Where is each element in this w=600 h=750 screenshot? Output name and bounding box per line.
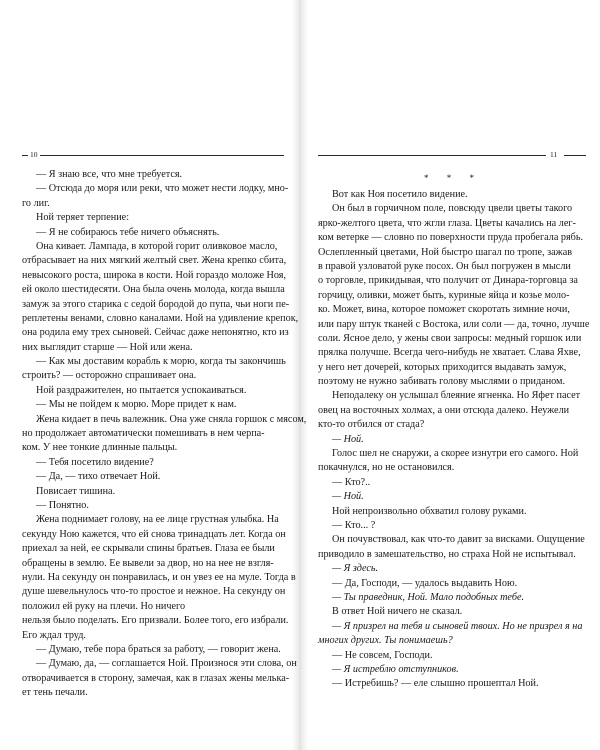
text-line: Ной теряет терпение:: [36, 212, 130, 224]
text-line: она родила ему трех сыновей. Сейчас даже непонятно, кто из: [22, 327, 289, 339]
text-line: Повисает тишина.: [36, 485, 116, 497]
text-line: — Кто?..: [332, 476, 371, 488]
text-line: — Не совсем, Господи.: [332, 649, 433, 661]
text-line: покачнулся, но не остановился.: [318, 462, 455, 474]
text-line: нули. На секунду он понравилась, и он увез ее на муле. Тогда в: [22, 571, 296, 583]
text-line: — Отсюда до моря или реки, что может нести лодку, мно-: [36, 183, 289, 195]
text-line: Неподалеку он услышал блеяние ягненка. Но Яфет пасет: [332, 390, 581, 402]
text-line: или пару штук тканей с Востока, или соли — да, точно, лучше: [318, 318, 590, 330]
text-line: замуж за этого старика с седой бородой до пупа, чьи ноги пе-: [22, 298, 290, 310]
text-line: Жена поднимает голову, на ее лице грустная улыбка. На: [36, 514, 279, 526]
text-line: Ослепленный цветами, Ной быстро шагал по тропе, зажав: [318, 246, 573, 258]
text-line: ко. Может, вина, которое поможет скоротать зимние ночи,: [318, 304, 570, 316]
text-line: многих других. Ты понимаешь?: [318, 635, 453, 647]
text-line: Ной непроизвольно обхватил голову руками.: [332, 505, 527, 517]
text-line: реплетены венами, словно каналами. Ной на удивление крепок,: [22, 312, 299, 324]
text-line: ком. У нее тонкие длинные пальцы.: [22, 442, 178, 454]
text-line: — Да, Господи, — удалось выдавить Ною.: [332, 577, 518, 589]
text-line: в правой узловатой руке посох. Он был погружен в мысли: [318, 260, 571, 272]
text-line: — Понятно.: [36, 499, 89, 511]
text-line: — Я истреблю отступников.: [332, 663, 459, 675]
page-number: 11: [550, 150, 558, 159]
text-line: Его ждал труд.: [22, 629, 86, 641]
text-line: горчицу, оливки, может быть, куриные яйца и козье моло-: [318, 289, 570, 301]
text-line: — Я призрел на тебя и сыновей твоих. Но не призрел я на: [332, 620, 583, 632]
text-line: овец на восточных холмах, а они отсюда далеко. Неужели: [318, 404, 570, 416]
right-page-header: [318, 149, 586, 161]
section-break: * * *: [424, 173, 482, 183]
right-page-body: [318, 188, 588, 692]
text-line: кто-то отбился от стада?: [318, 419, 425, 431]
text-line: — Как мы доставим корабль к морю, когда ты закончишь: [36, 356, 286, 368]
text-line: ей около шестидесяти. Она была очень молода, когда вышла: [22, 284, 285, 296]
text-line: Он почувствовал, как что-то давит за висками. Ощущение: [332, 534, 585, 546]
text-line: — Ной.: [332, 433, 364, 445]
text-line: Жена кидает в печь валежник. Она уже сняла горшок с мясом,: [36, 413, 307, 425]
text-line: отбрасывает на них мягкий желтый свет. Жена крепко сбита,: [22, 255, 287, 267]
text-line: отворачивается в сторону, замечая, как в глазах жены мелька-: [22, 672, 290, 684]
text-line: нельзя было поделать. Его призвали. Более того, его избрали.: [22, 615, 289, 627]
text-line: невысокого роста, широка в кости. Ной гораздо моложе Ноя,: [22, 269, 287, 281]
text-line: строить? — осторожно спрашивает она.: [22, 370, 197, 382]
text-line: них выглядит старше — Ной или жена.: [22, 341, 193, 353]
text-line: ком ветерке — словно по поверхности пруда пробегала рябь.: [318, 232, 584, 244]
text-line: — Ты праведник, Ной. Мало подобных тебе.: [332, 591, 525, 603]
text-line: — Тебя посетило видение?: [36, 456, 154, 468]
text-line: приехал за ней, ее скрывали спины братьев. Глаза ее были: [22, 543, 275, 555]
text-line: положил ей руку на плечи. Но ничего: [22, 600, 186, 612]
text-line: Он был в горчичном поле, повсюду цвели цветы такого: [332, 203, 573, 215]
text-line: душе шевельнулось что-то простое и нежное. На секунду он: [22, 586, 286, 598]
text-line: — Думаю, да, — соглашается Ной. Произнося эти слова, он: [36, 658, 297, 670]
text-line: у него нет дочерей, которых приходится выдавать замуж,: [318, 361, 567, 373]
text-line: — Я знаю все, что мне требуется.: [36, 169, 183, 180]
text-line: — Я здесь.: [332, 563, 379, 575]
text-line: — Мы не пойдем к морю. Море придет к нам.: [36, 399, 237, 411]
text-line: приводило в замешательство, но страха Ной не испытывал.: [318, 548, 576, 560]
text-line: Вот как Ноя посетило видение.: [332, 189, 468, 200]
text-line: прялка получше. Всегда чего-нибудь не хватает. Слава Яхве,: [318, 347, 581, 359]
text-line: Она кивает. Лампада, в которой горит оливковое масло,: [36, 240, 278, 252]
text-line: обращены в землю. Ее вывели за двор, но на нее не взгля-: [22, 557, 274, 569]
left-page-header: [22, 149, 284, 161]
left-page-body: [22, 168, 307, 700]
text-line: го лиг.: [22, 197, 50, 209]
text-line: ет тень печали.: [22, 687, 88, 699]
text-line: ярко-желтого цвета, что жгли глаза. Цветы качались на лег-: [318, 217, 576, 229]
text-line: — Да, — тихо отвечает Ной.: [36, 471, 161, 483]
header-rule: [564, 155, 586, 156]
text-line: секунду Ною кажется, что ей снова тринадцать лет. Когда он: [22, 528, 286, 540]
header-rule: [40, 155, 284, 156]
text-line: Ной раздражителен, но пытается успокаиваться.: [36, 384, 247, 396]
header-rule: [22, 155, 28, 156]
text-line: но продолжает автоматически помешивать в нем черпа-: [22, 428, 265, 440]
header-rule: [318, 155, 546, 156]
text-line: — Думаю, тебе пора браться за работу, — говорит жена.: [36, 643, 281, 655]
text-line: поэтому не нужно забивать голову мыслями о приданом.: [318, 376, 566, 388]
text-line: Голос шел не снаружи, а скорее изнутри его самого. Ной: [332, 448, 579, 460]
text-line: — Я не собираюсь тебе ничего объяснять.: [36, 226, 220, 238]
text-line: — Истребишь? — еле слышно прошептал Ной.: [332, 678, 539, 690]
text-line: — Кто... ?: [332, 519, 376, 531]
text-line: о торговле, прикидывая, что получит от Динара-торговца за: [318, 275, 578, 287]
text-line: В ответ Ной ничего не сказал.: [332, 606, 463, 618]
text-line: соли. Ясное дело, у жены свои запросы: медный горшок или: [318, 332, 582, 344]
page-number: 10: [30, 150, 38, 159]
right-page: [300, 0, 600, 750]
text-line: — Ной.: [332, 491, 364, 503]
